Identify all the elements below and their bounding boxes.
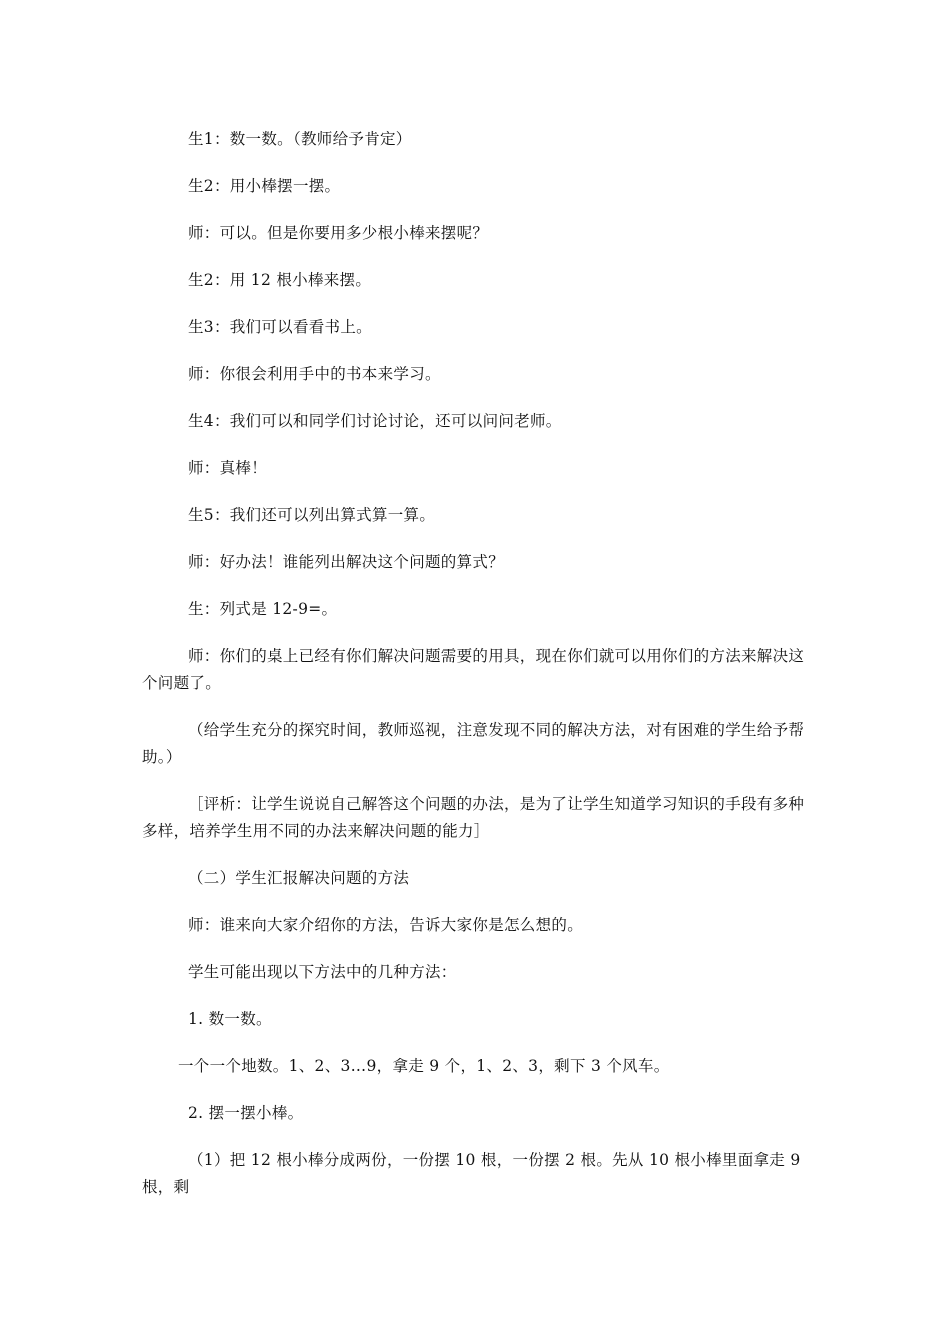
paragraph: 师：你很会利用手中的书本来学习。 [188,365,441,383]
paragraph: 生3：我们可以看看书上。 [188,318,372,336]
paragraph: 生2：用 12 根小棒来摆。 [188,271,372,289]
paragraph: 学生可能出现以下方法中的几种方法： [188,963,457,981]
list-item-heading: 1. 数一数。 [188,1010,272,1028]
paragraph: ［评析：让学生说说自己解答这个问题的办法，是为了让学生知道学习知识的手段有多种多样，培养学生用不同的办法来解决问题的能力］ [142,795,805,840]
paragraph: 生4：我们可以和同学们讨论讨论，还可以问问老师。 [188,412,562,430]
paragraph: 师：谁来向大家介绍你的方法，告诉大家你是怎么想的。 [188,916,584,934]
section-heading: （二）学生汇报解决问题的方法 [188,869,410,887]
paragraph: （1）把 12 根小棒分成两份，一份摆 10 根，一份摆 2 根。先从 10 根小棒里面拿走 9 根，剩 [142,1151,806,1196]
paragraph: （给学生充分的探究时间，教师巡视，注意发现不同的解决方法，对有困难的学生给予帮助。） [142,721,805,766]
list-item-heading: 2. 摆一摆小棒。 [188,1104,304,1122]
paragraph: 生1：数一数。（教师给予肯定） [188,130,412,148]
paragraph: 生5：我们还可以列出算式算一算。 [188,506,436,524]
paragraph: 生2：用小棒摆一摆。 [188,177,341,195]
paragraph: 师：真棒！ [188,459,268,477]
paragraph: 生：列式是 12-9=。 [188,600,338,618]
paragraph: 师：可以。但是你要用多少根小棒来摆呢？ [188,224,489,242]
paragraph: 师：好办法！谁能列出解决这个问题的算式？ [188,553,505,571]
paragraph: 师：你们的桌上已经有你们解决问题需要的用具，现在你们就可以用你们的方法来解决这个问题了。 [142,647,805,692]
document-body [142,126,810,1216]
paragraph: 一个一个地数。1、2、3…9，拿走 9 个，1、2、3，剩下 3 个风车。 [178,1057,670,1075]
